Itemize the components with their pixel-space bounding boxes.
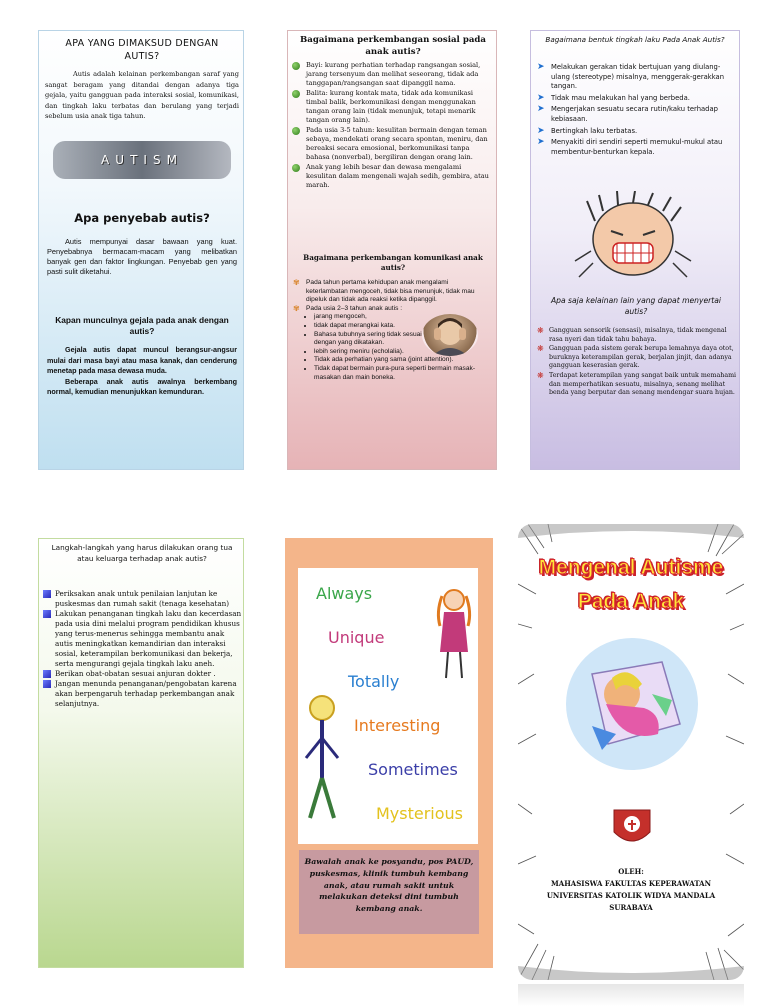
list-item: • Tidak dapat bermain pura-pura seperti bermain masak-masakan dan main boneka.	[314, 365, 492, 382]
behavior-list	[537, 63, 737, 159]
cause-body: Autis mempunyai dasar bawaan yang kuat. Penyebabnya bermacam-macam yang melibatkan banyak gen dan faktor lingkungan. Penyebab gen yang pasti sulit diketahui.	[47, 237, 237, 276]
panel-parent-steps	[38, 538, 244, 968]
cover-title-line2: Pada Anak	[577, 590, 685, 613]
list-item: Lakukan penanganan tingkah laku dan kecerdasan pada usia dini melalui program pendidikan khusus yang terus-menerus sehingga membantu anak autis meningkatkan kemandirian dan interaksi sosial, keterampilan berkomunikasi dan bekerja, serta mengurangi gejala tingkah laku aneh.	[43, 609, 243, 669]
list-item: Anak yang lebih besar dan dewasa mengalami kesulitan dalam mengenali wajah sedih, gembira, atau marah.	[292, 163, 492, 190]
poster-word: Mysterious	[376, 804, 464, 823]
cover-reflection	[518, 984, 744, 1006]
banner-letter: S	[152, 153, 167, 167]
list-item: Pada usia 3-5 tahun: kesulitan bermain dengan teman sebaya, mendekati orang secara spontan, meniru, dan bereaksi secara emosional, berkomunikasi tanpa bahasa (nonverbal), bergiliran dengan orang lain.	[292, 126, 492, 162]
green-bullet-icon	[292, 127, 300, 135]
flower-bullet-icon: ✾	[293, 278, 300, 287]
credits-line1: MAHASISWA FAKULTAS KEPERAWATAN	[551, 879, 711, 888]
arrow-bullet-icon: ➤	[537, 62, 545, 72]
credits-by: OLEH:	[618, 867, 644, 876]
boy-covering-ears-photo	[422, 314, 478, 356]
list-item: • lebih sering meniru (echolalia).	[314, 348, 492, 357]
crying-face-drawing	[573, 191, 693, 281]
poster-word: Totally	[348, 672, 400, 691]
list-item: Jangan menunda penanganan/pengobatan karena akan berpengaruh terhadap perkembangan anak selanjutnya.	[43, 679, 243, 709]
credits-line3: SURABAYA	[609, 903, 653, 912]
arrow-bullet-icon: ➤	[537, 137, 545, 148]
cause-heading: Apa penyebab autis?	[74, 211, 210, 225]
list-item: ❋ Terdapat keterampilan yang sangat baik untuk memahami dan memperhatikan sesuatu, misalnya, senang melihat benda yang berputar dan senang mendengar suara hujan.	[537, 370, 737, 397]
flower-bullet-icon: ❋	[537, 326, 544, 335]
list-item: ❋ Gangguan pada sistem gerak berupa lemahnya daya otot, buruknya keterampilan gerak, berjalan jinjit, dan adanya gangguan keserasian gerak.	[537, 344, 734, 370]
symptom-body	[47, 345, 237, 398]
other-conditions-heading: Apa saja kelainan lain yang dapat menyertai autis?	[550, 296, 722, 316]
what-is-autism-body: Autis adalah kelainan perkembangan saraf yang sangat beragam yang ditandai dengan adanya tiga gejala, yaitu gangguan pada interaksi sosial, komunikasi, dan tingkah laku terbatas dan berulang yang terjadi sebelum usia anak tiga tahun.	[45, 70, 239, 120]
poster-word: Unique	[328, 628, 385, 647]
list-item: ❋ Gangguan sensorik (sensasi), misalnya, tidak mengenal rasa nyeri dan tidak tahu bahaya.	[537, 326, 727, 343]
symptom-heading: Kapan munculnya gejala pada anak dengan autis?	[55, 315, 229, 336]
screening-advice-text: Bawalah anak ke posyandu, pos PAUD, puskesmas, klinik tumbuh kembang anak, atau rumah sakit untuk melakukan deteksi dini tumbuh kembang anak.	[304, 857, 474, 914]
list-item: ➤ Melakukan gerakan tidak bertujuan yang diulang-ulang (stereotype) misalnya, menggerak-gerakkan tangan.	[537, 62, 725, 91]
list-item: ➤ Mengerjakan sesuatu secara rutin/kaku terhadap kebiasaan.	[537, 104, 718, 123]
communication-heading: Bagaimana perkembangan komunikasi anak autis?	[303, 253, 483, 272]
list-item: ➤ Menyakiti diri sendiri seperti memukul-mukul atau membentur-benturkan kepala.	[537, 137, 723, 156]
panel-autism-poster	[285, 538, 493, 968]
list-item: ✾ Pada tahun pertama kehidupan anak mengalami keterlambatan mengoceh, tidak bisa menunjuk, tidak mau dipeluk dan tidak ada reaksi ketika dipanggil.	[293, 278, 475, 304]
autism-banner-image	[53, 141, 231, 179]
square-bullet-icon	[43, 680, 51, 688]
flower-bullet-icon: ❋	[537, 370, 544, 380]
list-item: ➤ Tidak mau melakukan hal yang berbeda.	[537, 92, 690, 103]
screening-advice-box	[299, 850, 479, 934]
child-in-glass-box-illustration	[562, 634, 702, 774]
list-item: Bayi: kurang perhatian terhadap rangsangan sosial, jarang tersenyum dan melihat seseorang, tidak ada tanggapan/rangsangan saat dipanggil nama.	[292, 61, 492, 88]
stick-figure-girl-drawing	[434, 582, 474, 682]
list-item: • tidak dapat merangkai kata.	[314, 322, 428, 331]
poster-word: Always	[316, 584, 373, 603]
list-item: ➤ Bertingkah laku terbatas.	[537, 125, 638, 136]
arrow-bullet-icon: ➤	[537, 92, 545, 103]
flower-bullet-icon: ✾	[293, 303, 300, 313]
steps-heading: Langkah-langkah yang harus dilakukan orang tua atau keluarga terhadap anak autis?	[51, 543, 233, 563]
symptom-body-2: Beberapa anak autis awalnya berkembang normal, kemudian menunjukkan kemunduran.	[47, 376, 237, 396]
banner-letter: T	[130, 153, 144, 167]
panel-behavior	[530, 30, 740, 470]
stick-figure-boy-drawing	[302, 688, 342, 828]
square-bullet-icon	[43, 610, 51, 618]
list-item: Berikan obat-obatan sesuai anjuran dokter .	[43, 669, 243, 679]
list-item: • jarang mengoceh,	[314, 313, 428, 322]
banner-letter: A	[101, 153, 116, 167]
arrow-bullet-icon: ➤	[537, 104, 545, 115]
cover-title-line1: Mengenal Autisme	[538, 556, 724, 579]
social-heading: Bagaimana perkembangan sosial pada anak autis?	[300, 35, 486, 57]
list-item: • Tidak ada perhatian yang sama (joint attention).	[314, 356, 492, 365]
banner-letter: U	[115, 153, 131, 167]
arrow-bullet-icon: ➤	[537, 125, 545, 136]
steps-list	[43, 589, 243, 709]
list-item: Balita: kurang kontak mata, tidak ada komunikasi timbal balik, berkomunikasi dengan menggunakan tangan orang lain (tidak menunjuk, tetapi menarik tangan orang lain).	[292, 89, 492, 125]
cover-credits	[528, 866, 734, 914]
credits-line2: UNIVERSITAS KATOLIK WIDYA MANDALA	[546, 891, 716, 900]
square-bullet-icon	[43, 590, 51, 598]
behavior-heading: Bagaimana bentuk tingkah laku Pada Anak Autis?	[545, 35, 725, 44]
social-list	[292, 61, 492, 191]
banner-letter: I	[143, 153, 153, 167]
flower-bullet-icon: ❋	[537, 344, 544, 354]
what-is-autism-heading: APA YANG DIMAKSUD DENGAN AUTIS?	[65, 38, 219, 62]
panel-social-development	[287, 30, 497, 470]
poster-word: Sometimes	[368, 760, 458, 779]
university-emblem-logo	[610, 806, 654, 850]
square-bullet-icon	[43, 670, 51, 678]
poster-word: Interesting	[354, 716, 441, 735]
other-conditions-list	[537, 327, 737, 399]
list-item: Periksakan anak untuk penilaian lanjutan ke puskesmas dan rumah sakit (tenaga kesehatan)	[43, 589, 243, 609]
list-item: ✾ Pada usia 2–3 tahun anak autis :	[293, 303, 403, 313]
symptom-body-1: Gejala autis dapat muncul berangsur-angsur mulai dari masa bayi atau masa kanak, dan cenderung menetap pada masa dewasa muda.	[47, 345, 237, 375]
panel-what-is-autism	[38, 30, 244, 470]
panel-cover	[518, 524, 744, 980]
list-item: • Bahasa tubuhnya sering tidak sesuai dengan yang dikatakan.	[314, 331, 428, 348]
green-bullet-icon	[292, 90, 300, 98]
green-bullet-icon	[292, 62, 300, 70]
banner-letter: M	[166, 153, 183, 167]
green-bullet-icon	[292, 164, 300, 172]
autism-acronym-poster	[298, 568, 478, 844]
